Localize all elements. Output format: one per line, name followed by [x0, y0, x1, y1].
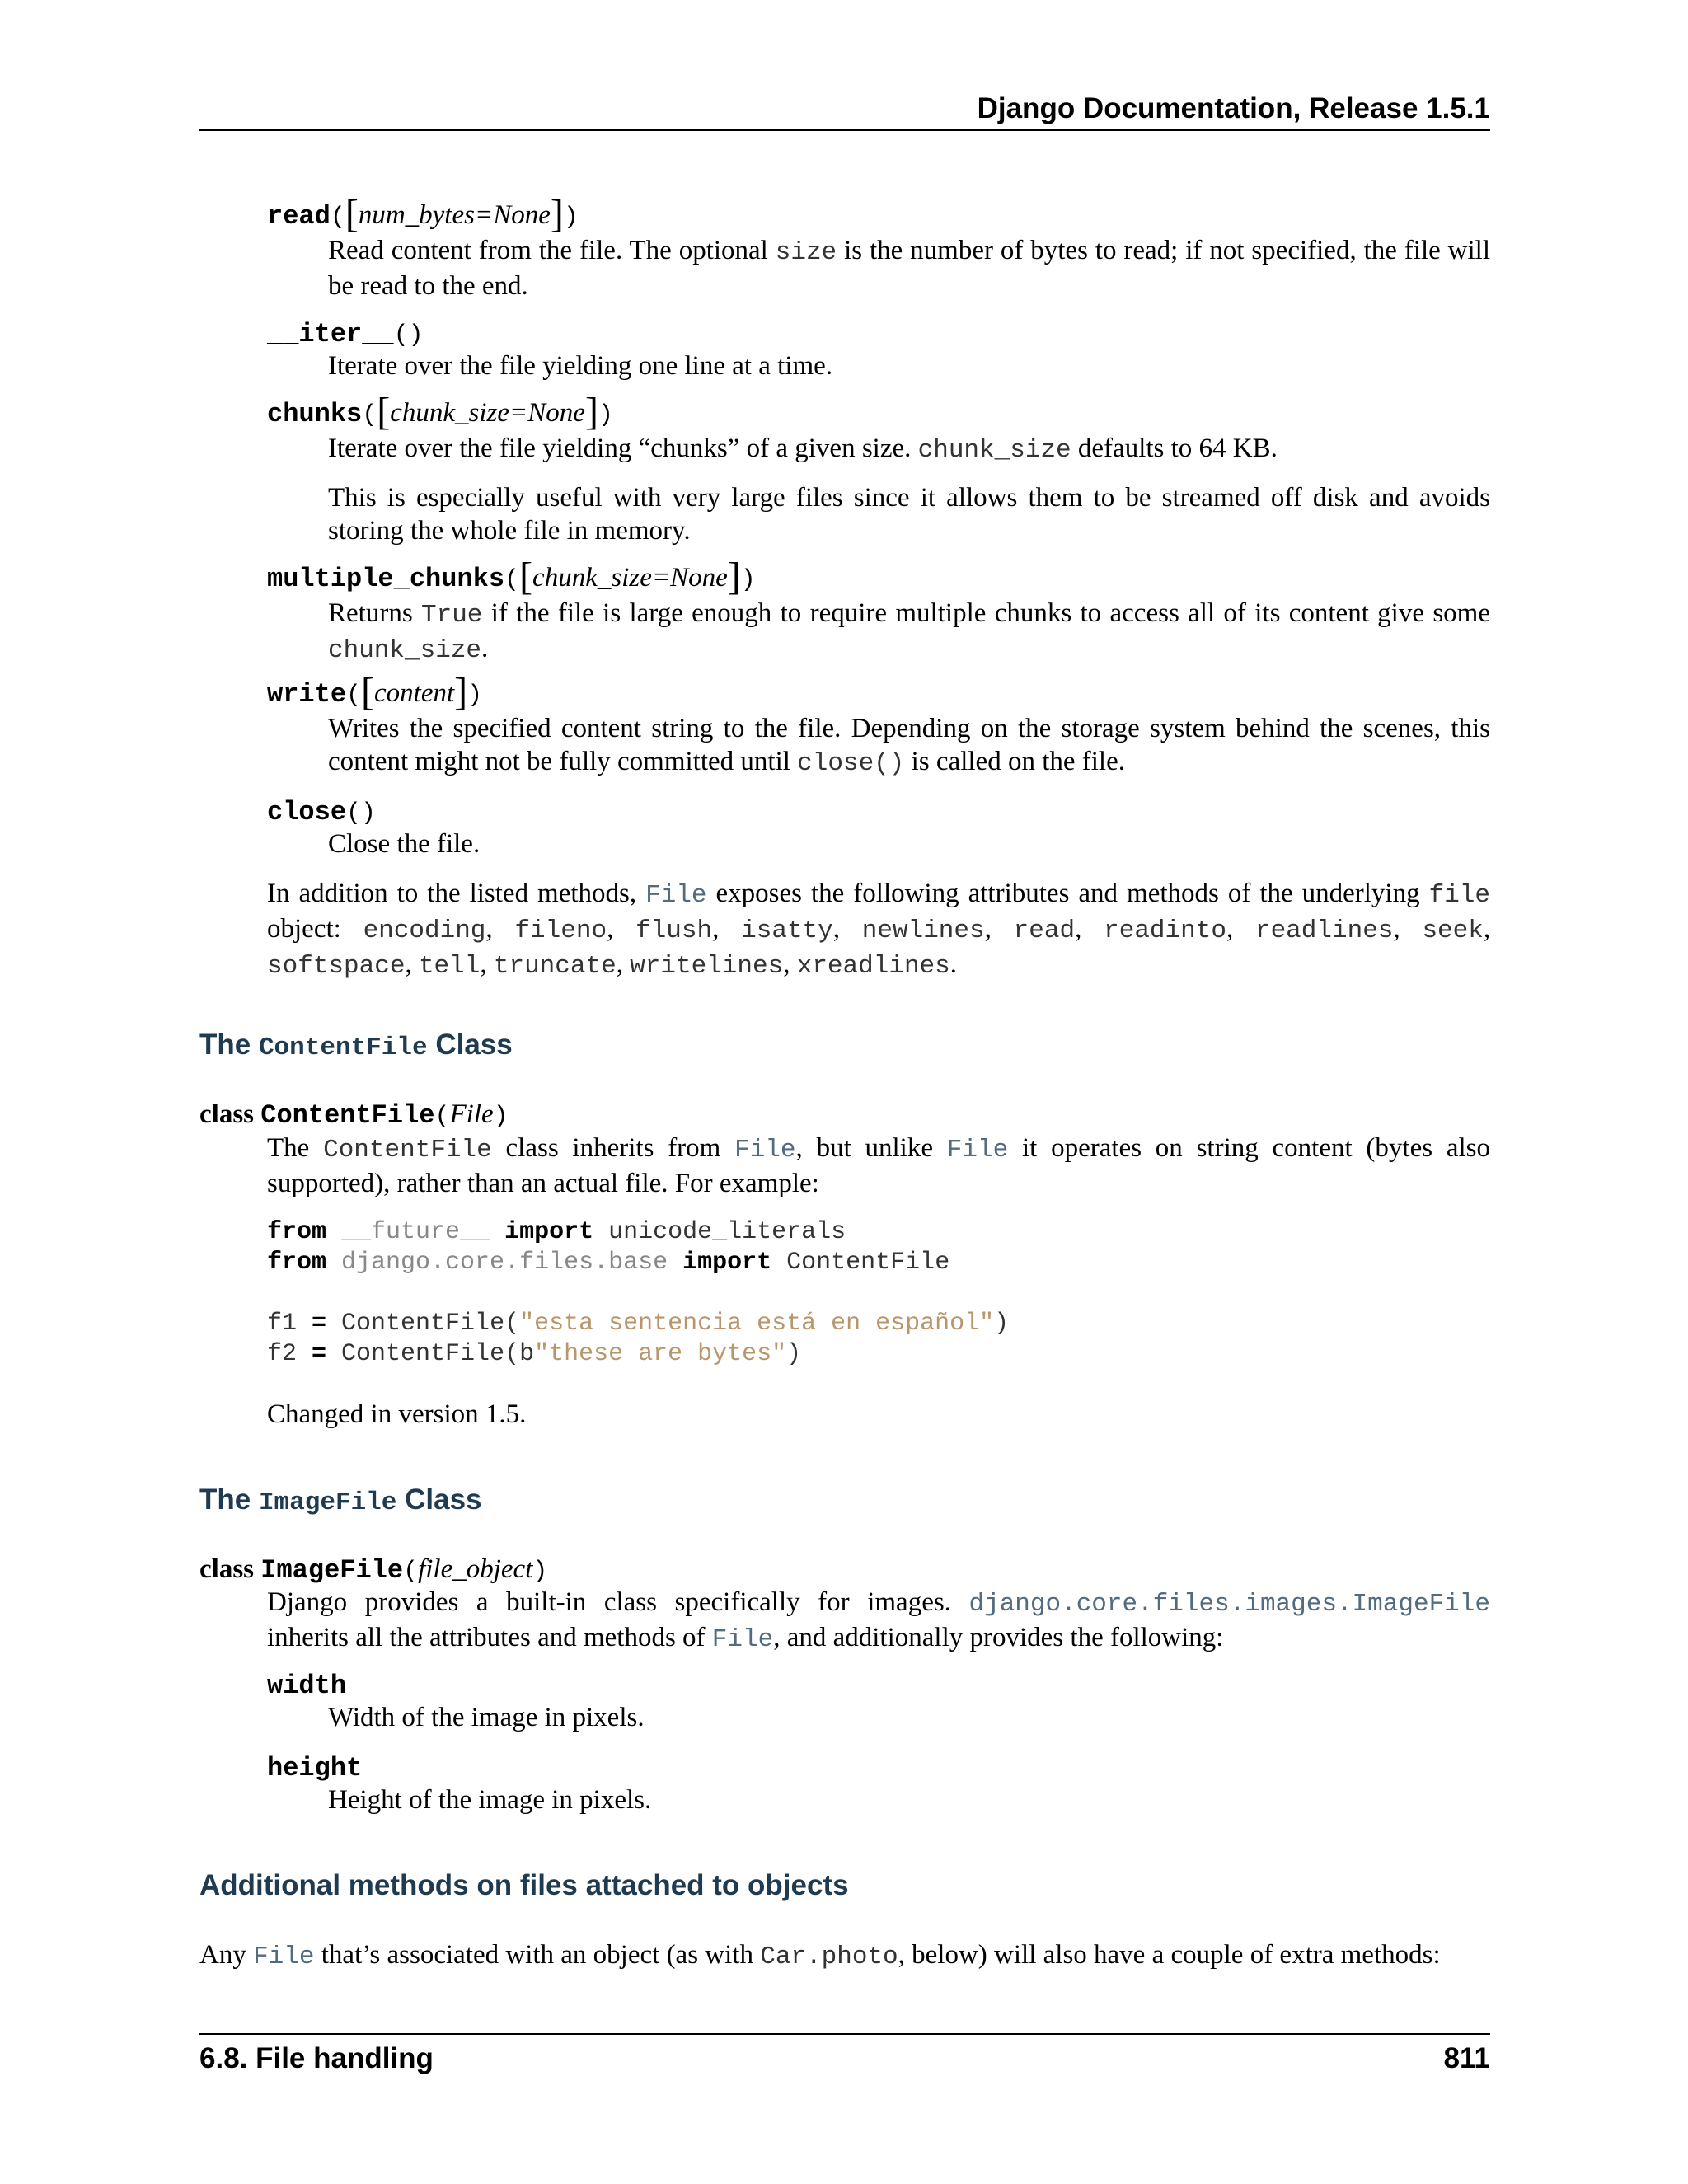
method-name: write — [267, 679, 347, 710]
method-name: close — [267, 797, 347, 827]
imagefile-link[interactable]: django.core.files.images.ImageFile — [968, 1590, 1490, 1619]
attribute-signature-width: width — [267, 1671, 347, 1701]
file-attributes-paragraph: In addition to the listed methods, File exposes the following attributes and methods of the underlying file object: encoding, fileno, flush, isatty, newlines, read, readinto, readlines, seek, softspace, tell, truncate, writelines, xreadlines. — [267, 879, 1491, 981]
method-arg: num_bytes=None — [358, 200, 551, 230]
file-link[interactable]: File — [711, 1625, 774, 1654]
method-desc-chunks: Iterate over the file yielding “chunks” of a given size. chunk_size defaults to 64 KB. — [328, 434, 1278, 465]
class-signature-contentfile: class ContentFile(File) — [199, 1099, 509, 1131]
file-link[interactable]: File — [645, 881, 707, 910]
running-header: Django Documentation, Release 1.5.1 — [977, 92, 1490, 124]
additional-methods-paragraph: Any File that’s associated with an object (as with Car.photo, below) will also have a couple of extra methods: — [199, 1940, 1441, 1971]
file-link[interactable]: File — [946, 1136, 1009, 1165]
page-number: 811 — [1443, 2042, 1490, 2074]
method-name: multiple_chunks — [267, 564, 505, 594]
method-desc-chunks-note: This is especially useful with very large files since it allows them to be streamed off disk and avoids storing the whole file in memory. — [328, 483, 1490, 546]
section-heading-imagefile: The ImageFile Class — [199, 1483, 482, 1517]
method-desc-write: Writes the specified content string to the file. Depending on the storage system behind the scenes, this content might not be fully committed until close() is called on the file. — [328, 714, 1490, 778]
method-desc-read: Read content from the file. The optional size is the number of bytes to read; if not specified, the file will be read to the end. — [328, 236, 1490, 301]
attribute-desc-height: Height of the image in pixels. — [328, 1785, 652, 1815]
header-rule — [199, 129, 1490, 131]
code-line: from django.core.files.base import ContentFile — [267, 1249, 950, 1277]
code-block-example — [267, 1217, 1009, 1370]
class-signature-imagefile: class ImageFile(file_object) — [199, 1554, 548, 1586]
code-line: f2 = ContentFile(b"these are bytes") — [267, 1340, 802, 1368]
method-signature-close: close() — [267, 797, 377, 827]
method-name: chunks — [267, 399, 363, 429]
file-link[interactable]: File — [253, 1943, 315, 1971]
footer-section: 6.8. File handling — [199, 2042, 434, 2074]
method-signature-iter: __iter__() — [267, 319, 424, 349]
method-desc-multiple-chunks: Returns True if the file is large enough to require multiple chunks to access all of its content give some chunk_size. — [328, 598, 1490, 665]
method-desc-iter: Iterate over the file yielding one line at a time. — [328, 351, 833, 381]
code-line: from __future__ import unicode_literals — [267, 1218, 846, 1246]
class-desc-contentfile: The ContentFile class inherits from File, but unlike File it operates on string content (bytes also supported), rather than an actual file. For example: — [267, 1133, 1491, 1198]
method-name: read — [267, 201, 331, 232]
method-signature-read: read([num_bytes=None]) — [267, 192, 579, 236]
file-link[interactable]: File — [734, 1136, 796, 1165]
attribute-signature-height: height — [267, 1753, 363, 1783]
section-heading-additional-methods: Additional methods on files attached to objects — [199, 1869, 849, 1901]
section-heading-contentfile: The ContentFile Class — [199, 1029, 513, 1062]
method-desc-close: Close the file. — [328, 829, 481, 859]
footer-rule — [199, 2033, 1490, 2035]
method-name: __iter__ — [267, 319, 394, 349]
class-desc-imagefile: Django provides a built-in class specifically for images. django.core.files.images.ImageFile inherits all the attributes and methods of File, and additionally provides the following: — [267, 1587, 1490, 1654]
version-note: Changed in version 1.5. — [267, 1399, 527, 1429]
attribute-desc-width: Width of the image in pixels. — [328, 1703, 645, 1732]
method-signature-multiple-chunks: multiple_chunks([chunk_size=None]) — [267, 555, 756, 598]
method-signature-write: write([content]) — [267, 670, 483, 714]
code-line: f1 = ContentFile("esta sentencia está en español") — [267, 1310, 1010, 1338]
method-signature-chunks: chunks([chunk_size=None]) — [267, 390, 613, 434]
